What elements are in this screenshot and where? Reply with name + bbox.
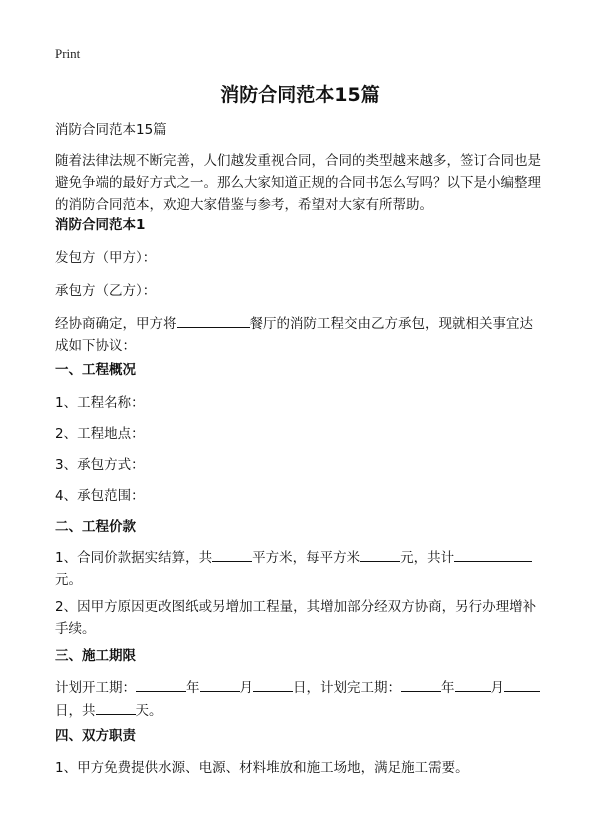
end-label: 日，计划完工期：	[293, 680, 401, 696]
section1-item: 3、承包方式：	[55, 457, 145, 473]
section4-heading: 四、双方职责	[55, 728, 136, 744]
start-year-blank	[136, 676, 186, 692]
end-day-blank	[504, 676, 540, 692]
intro-paragraph: 随着法律法规不断完善，人们越发重视合同，合同的类型越来越多，签订合同也是避免争端的最好方式之一。那么大家知道正规的合同书怎么写吗？以下是小编整理的消防合同范本，欢迎大家借鉴与参考，希望对大家有所帮助。	[55, 153, 541, 213]
days-label: 天。	[135, 703, 163, 719]
price-text-d: 元。	[55, 572, 82, 588]
intro-subtitle: 消防合同范本15篇	[55, 122, 167, 138]
print-label: Print	[55, 46, 81, 61]
month-label: 月	[490, 680, 504, 696]
price-text-c: 元，共计	[400, 550, 455, 566]
start-label: 计划开工期：	[55, 680, 136, 696]
section1-item: 1、工程名称：	[55, 395, 145, 411]
start-month-blank	[200, 676, 240, 692]
page-title: 消防合同范本15篇	[220, 84, 380, 106]
preamble-start: 经协商确定，甲方将	[55, 316, 177, 332]
start-day-blank	[253, 676, 293, 692]
month-label: 月	[239, 680, 253, 696]
duration-blank	[96, 699, 136, 715]
year-label: 年	[186, 680, 200, 696]
price-text-b: 平方米，每平方米	[252, 550, 361, 566]
restaurant-name-blank	[177, 312, 250, 328]
unit-price-blank	[360, 546, 400, 562]
section1-item: 2、工程地点：	[55, 426, 145, 442]
section2-item2: 2、因甲方原因更改图纸或另增加工程量，其增加部分经双方协商，另行办理增补手续。	[55, 599, 537, 637]
section2-item1	[55, 546, 545, 591]
duration-label: 日，共	[55, 703, 96, 719]
total-blank	[454, 546, 532, 562]
section1-heading: 一、工程概况	[55, 362, 136, 378]
contract-heading: 消防合同范本1	[55, 217, 146, 233]
end-year-blank	[401, 676, 441, 692]
preamble-paragraph	[55, 312, 545, 357]
area-blank	[212, 546, 252, 562]
price-text-a: 1、合同价款据实结算，共	[55, 550, 213, 566]
party-b-line: 承包方（乙方）：	[55, 283, 157, 299]
year-label: 年	[441, 680, 455, 696]
section1-item: 4、承包范围：	[55, 488, 145, 504]
section3-heading: 三、施工期限	[55, 648, 136, 664]
section3-schedule	[55, 676, 545, 722]
party-a-line: 发包方（甲方）：	[55, 250, 157, 266]
end-month-blank	[455, 676, 491, 692]
section4-item1: 1、甲方免费提供水源、电源、材料堆放和施工场地，满足施工需要。	[55, 760, 469, 776]
preamble-end: 餐厅的消防工程交由乙方承包，现就相关事宜达成如下协议：	[55, 316, 533, 354]
section2-heading: 二、工程价款	[55, 519, 136, 535]
